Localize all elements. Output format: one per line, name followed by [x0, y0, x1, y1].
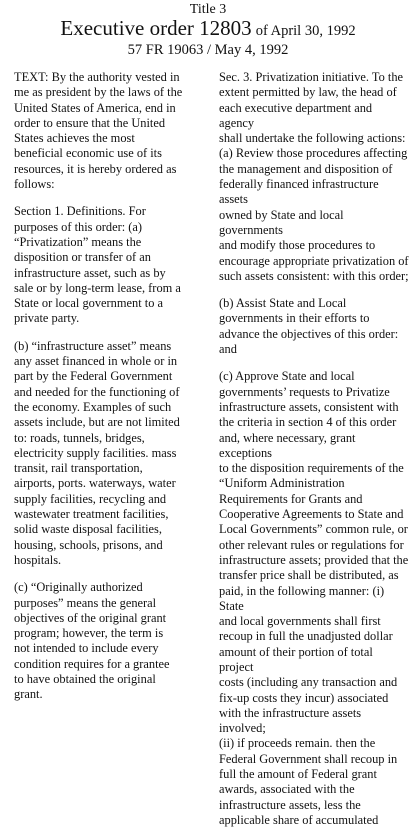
right-column [219, 70, 409, 828]
paragraph-approve-requests: (c) Approve State and local governments’ requests to Privatize infrastructure assets, consistent with the criteria in section 4 of this order and, where necessary, grant exceptions to the disposition requirements of the “Uniform Administration Requirements for Grants and Cooperative Agreements to State and Local Governments” common rule, or other relevant rules or regulations for infrastructure assets; provided that the transfer price shall be distributed, as paid, in the following manner: (i) State and local governments shall first recoup in full the unadjusted dollar amount of their portion of total project costs (including any transaction and fix-up costs they incur) associated with the infrastructure assets involved; (ii) if proceeds remain. then the Federal Government shall recoup in full the amount of Federal grant awards, associated with the infrastructure assets, less the applicable share of accumulated [219, 369, 409, 827]
order-name: Executive order 12803 [60, 16, 252, 40]
paragraph-infrastructure-asset: (b) “infrastructure asset” means any asset financed in whole or in part by the Federal Government and needed for the functioning of the economy. Examples of such assets include, but are not limited to: roads, tunnels, bridges, electricity supply facilities. mass transit, rail transportation, airports, ports. waterways, water supply facilities, recycling and wastewater treatment facilities, solid waste disposal facilities, housing, schools, prisons, and hospitals. [14, 338, 180, 567]
paragraph-section-1-definitions: Section 1. Definitions. For purposes of this order: (a) “Privatization” means the disposition or transfer of an infrastructure asset, such as by sale or by long-term lease, from a State or local government to a private party. [14, 204, 181, 326]
document-title: Title 3 [189, 2, 227, 17]
federal-register-citation: 57 FR 19063 / May 4, 1992 [127, 42, 289, 58]
paragraph-assist-governments: (b) Assist State and Local governments in their efforts to advance the objectives of this order: and [219, 296, 399, 357]
document-header [0, 0, 416, 58]
paragraph-originally-authorized-purposes: (c) “Originally authorized purposes” means the general objectives of the original grant program; however, the term is not intended to include every condition requires for a grantee to have obtained the original grant. [14, 580, 170, 702]
left-column [14, 70, 210, 703]
paragraph-preamble: TEXT: By the authority vested in me as president by the laws of the United States of America, end in order to ensure that the United States achieves the most beneficial economic use of its resources, it is hereby ordered as follows: [14, 70, 183, 192]
order-heading [0, 17, 416, 42]
paragraph-section-3-privatization: Sec. 3. Privatization initiative. To the extent permitted by law, the head of each executive department and agency shall undertake the following actions: (a) Review those procedures affecting the management and disposition of federally financed infrastructure assets owned by State and local governments and modify those procedures to encourage appropriate privatization of such assets consistent: with this order; [219, 70, 409, 283]
order-date: of April 30, 1992 [255, 23, 356, 39]
